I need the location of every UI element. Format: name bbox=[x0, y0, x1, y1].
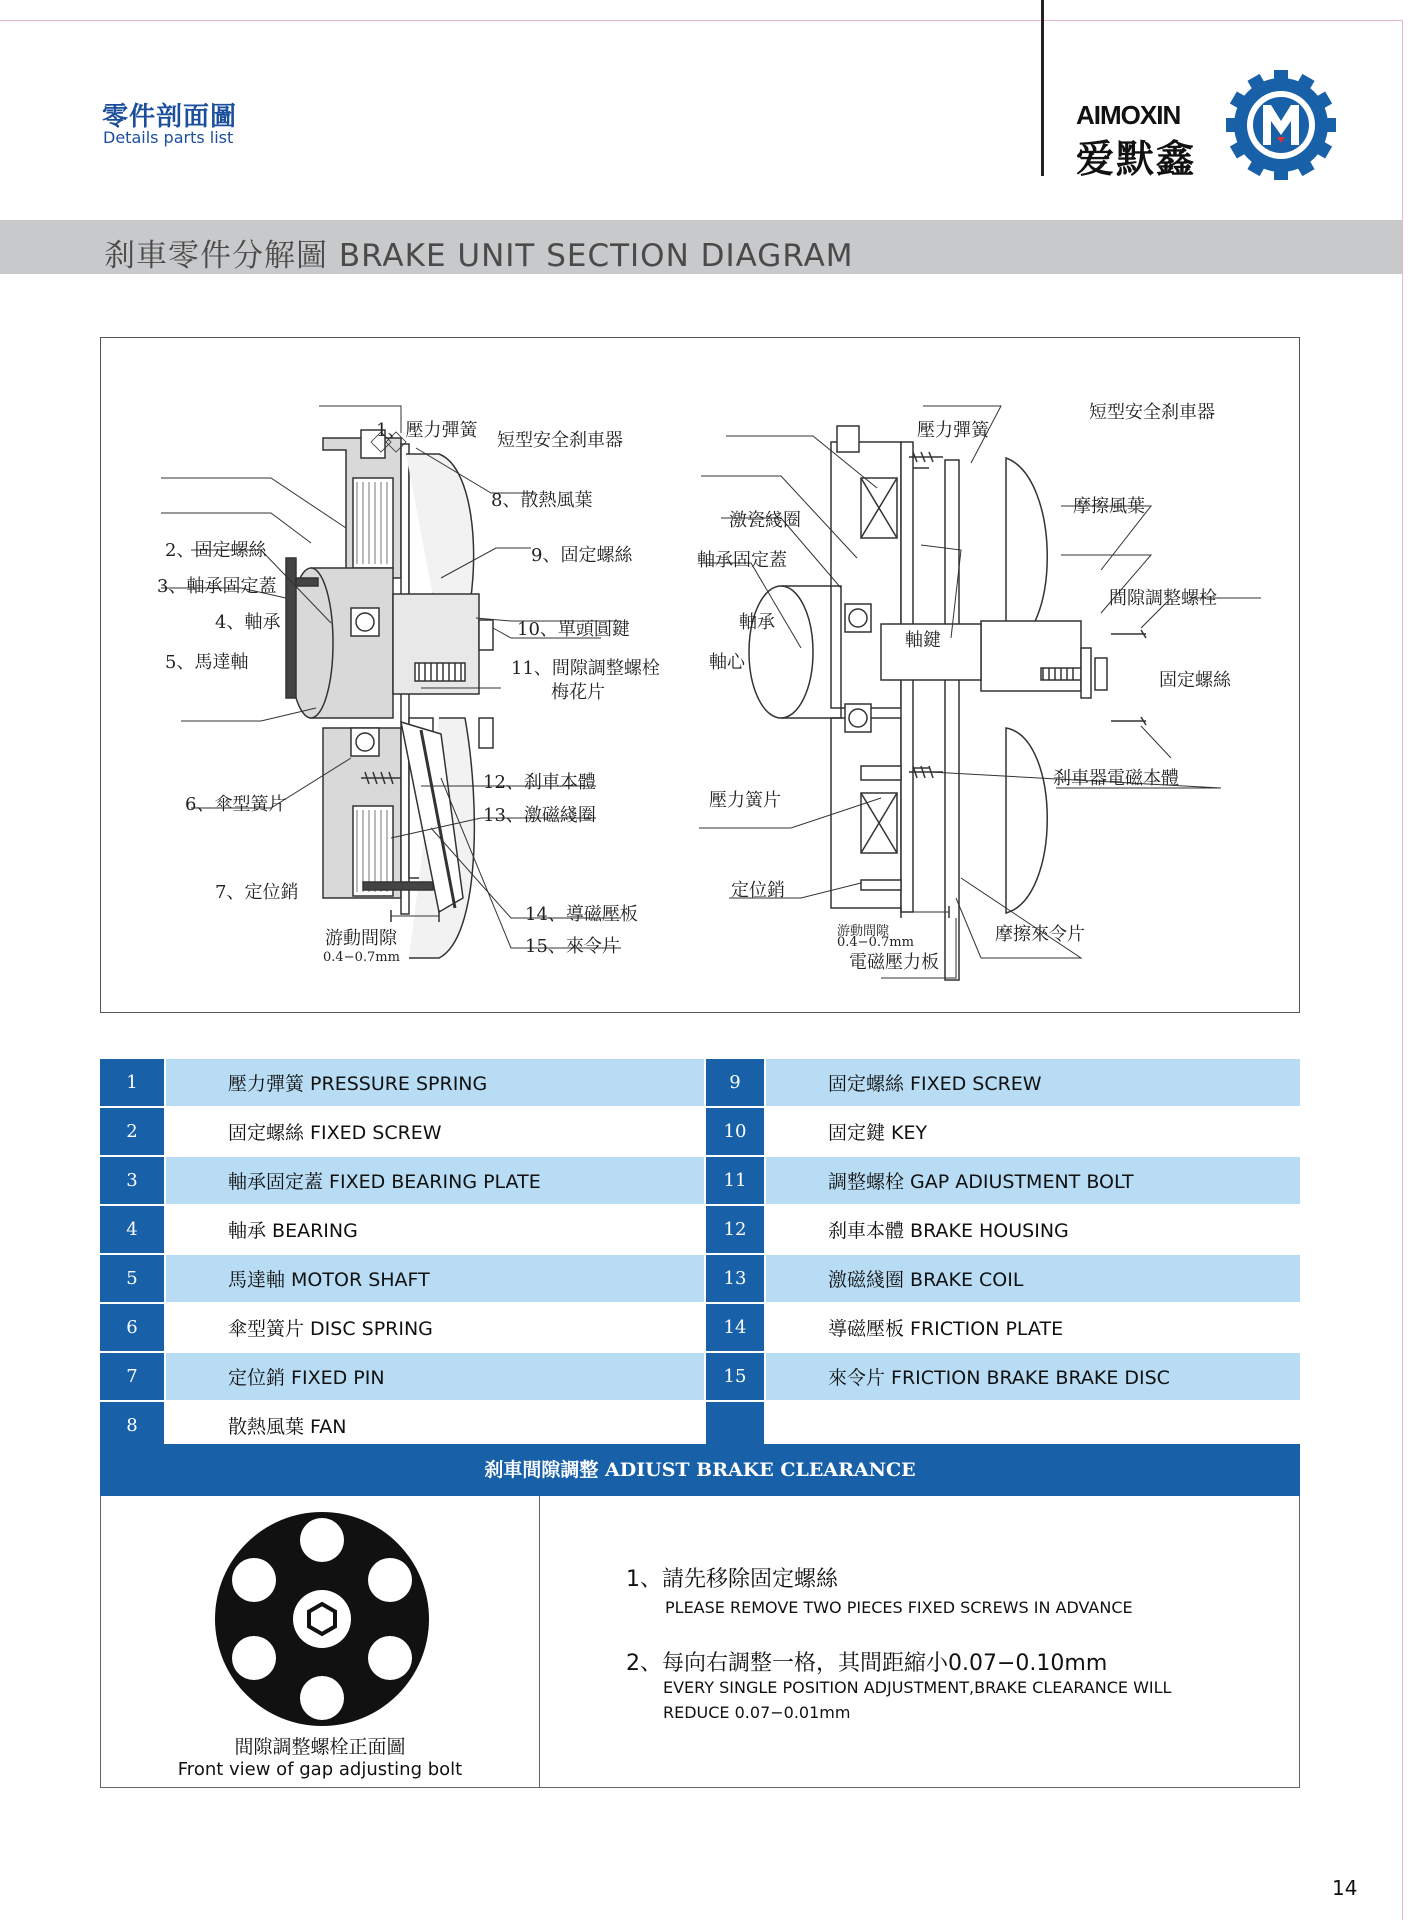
part-number: 3 bbox=[100, 1156, 165, 1205]
label-14: 14、導磁壓板 bbox=[525, 904, 638, 925]
step-1-title: 1、請先移除固定螺絲 bbox=[626, 1567, 838, 1592]
part-name: 固定螺絲 FIXED SCREW bbox=[765, 1059, 1300, 1107]
left-gap-label: 游動間隙 bbox=[325, 928, 397, 949]
bolt-caption-zh: 間隙調整螺栓正面圖 bbox=[234, 1736, 406, 1758]
section-diagram bbox=[100, 337, 1300, 1013]
part-number: 4 bbox=[100, 1205, 165, 1254]
label-10: 10、單頭圓鍵 bbox=[517, 619, 630, 640]
label-fan: 摩擦風葉 bbox=[1073, 496, 1145, 517]
part-number: 9 bbox=[705, 1059, 765, 1107]
label-pressure-spring: 壓力彈簧 bbox=[917, 420, 989, 441]
label-15: 15、來令片 bbox=[525, 936, 620, 957]
part-number: 11 bbox=[705, 1156, 765, 1205]
right-gap-value: 0.4−0.7mm bbox=[837, 935, 914, 950]
label-core: 軸心 bbox=[709, 652, 745, 673]
step-2-text-a: EVERY SINGLE POSITION ADJUSTMENT,BRAKE CLEARANCE WILL bbox=[663, 1678, 1172, 1697]
right-gap-label: 游動間隙 bbox=[837, 924, 890, 939]
part-name-empty bbox=[765, 1401, 1300, 1450]
part-name: 固定螺絲 FIXED SCREW bbox=[165, 1107, 705, 1156]
part-number: 7 bbox=[100, 1352, 165, 1401]
part-number: 14 bbox=[705, 1303, 765, 1352]
label-gap-bolt: 間隙調整螺栓 bbox=[1109, 588, 1217, 609]
table-row bbox=[100, 1107, 1300, 1156]
left-gap-value: 0.4−0.7mm bbox=[323, 950, 400, 965]
adjust-clearance-header: 刹車間隙調整 ADIUST BRAKE CLEARANCE bbox=[100, 1444, 1300, 1496]
label-pin: 定位銷 bbox=[731, 880, 785, 901]
right-diagram-title: 短型安全刹車器 bbox=[1089, 402, 1215, 423]
part-name: 傘型簧片 DISC SPRING bbox=[165, 1303, 705, 1352]
top-rule bbox=[0, 20, 1402, 21]
part-name: 來令片 FRICTION BRAKE BRAKE DISC bbox=[765, 1352, 1300, 1401]
table-row bbox=[100, 1401, 1300, 1450]
part-name: 定位銷 FIXED PIN bbox=[165, 1352, 705, 1401]
part-number: 8 bbox=[100, 1401, 165, 1450]
label-coil: 激瓷綫圈 bbox=[729, 510, 801, 531]
label-2: 2、固定螺絲 bbox=[165, 540, 267, 561]
table-row bbox=[100, 1156, 1300, 1205]
page-subtitle: Details parts list bbox=[103, 128, 234, 147]
part-name: 刹車本體 BRAKE HOUSING bbox=[765, 1205, 1300, 1254]
label-8: 8、散熱風葉 bbox=[491, 490, 593, 511]
part-number: 15 bbox=[705, 1352, 765, 1401]
logo-divider bbox=[1041, 0, 1044, 176]
brake-drawing bbox=[101, 338, 1301, 1014]
step-2-text-b: REDUCE 0.07−0.01mm bbox=[663, 1703, 851, 1722]
label-1: 1、壓力彈簧 bbox=[376, 420, 478, 441]
brand-name-en: AIMOXIN bbox=[1076, 100, 1181, 130]
label-bearing: 軸承 bbox=[739, 612, 775, 633]
part-name: 軸承固定蓋 FIXED BEARING PLATE bbox=[165, 1156, 705, 1205]
label-bearing-cover: 軸承固定蓋 bbox=[697, 550, 787, 571]
table-row bbox=[100, 1303, 1300, 1352]
label-key: 軸鍵 bbox=[905, 630, 941, 651]
part-name: 馬達軸 MOTOR SHAFT bbox=[165, 1254, 705, 1303]
part-number: 13 bbox=[705, 1254, 765, 1303]
table-row bbox=[100, 1059, 1300, 1107]
label-3: 3、軸承固定蓋 bbox=[157, 576, 277, 597]
page-title: 零件剖面圖 bbox=[102, 102, 238, 132]
label-6: 6、傘型簧片 bbox=[185, 794, 287, 815]
part-number: 12 bbox=[705, 1205, 765, 1254]
part-name: 導磁壓板 FRICTION PLATE bbox=[765, 1303, 1300, 1352]
bolt-caption-en: Front view of gap adjusting bolt bbox=[177, 1759, 463, 1780]
label-spring-plate: 壓力簧片 bbox=[709, 790, 781, 811]
label-11: 11、間隙調整螺栓 bbox=[511, 658, 660, 679]
part-number: 1 bbox=[100, 1059, 165, 1107]
label-12: 12、刹車本體 bbox=[483, 772, 596, 793]
part-number: 10 bbox=[705, 1107, 765, 1156]
part-number: 2 bbox=[100, 1107, 165, 1156]
part-name: 軸承 BEARING bbox=[165, 1205, 705, 1254]
label-7: 7、定位銷 bbox=[215, 882, 299, 903]
left-diagram-title: 短型安全刹車器 bbox=[497, 430, 623, 451]
step-2-title: 2、每向右調整一格，其間距縮小0.07−0.10mm bbox=[626, 1651, 1108, 1676]
label-screw: 固定螺絲 bbox=[1159, 670, 1231, 691]
parts-table bbox=[100, 1059, 1300, 1451]
label-9: 9、固定螺絲 bbox=[531, 545, 633, 566]
part-name: 固定鍵 KEY bbox=[765, 1107, 1300, 1156]
table-row bbox=[100, 1352, 1300, 1401]
part-number: 6 bbox=[100, 1303, 165, 1352]
step-1-text: PLEASE REMOVE TWO PIECES FIXED SCREWS IN ADVANCE bbox=[665, 1598, 1133, 1617]
part-name: 壓力彈簧 PRESSURE SPRING bbox=[165, 1059, 705, 1107]
part-name: 調整螺栓 GAP ADIUSTMENT BOLT bbox=[765, 1156, 1300, 1205]
label-5: 5、馬達軸 bbox=[165, 652, 249, 673]
brand-name-zh: 爱默鑫 bbox=[1076, 137, 1197, 181]
panel-divider bbox=[539, 1496, 540, 1787]
part-name: 散熱風葉 FAN bbox=[165, 1401, 705, 1450]
part-number: 5 bbox=[100, 1254, 165, 1303]
gap-bolt-front-icon bbox=[215, 1512, 429, 1726]
right-rule bbox=[1402, 20, 1403, 1920]
label-13: 13、激磁綫圈 bbox=[483, 805, 596, 826]
label-11-b: 梅花片 bbox=[551, 682, 605, 703]
part-number-empty bbox=[705, 1401, 765, 1450]
table-row bbox=[100, 1254, 1300, 1303]
part-name: 激磁綫圈 BRAKE COIL bbox=[765, 1254, 1300, 1303]
label-body: 刹車器電磁本體 bbox=[1053, 768, 1179, 789]
label-disc: 摩擦來令片 bbox=[995, 924, 1085, 945]
table-row bbox=[100, 1205, 1300, 1254]
brand-logo-icon bbox=[1226, 70, 1336, 180]
label-plate: 電磁壓力板 bbox=[849, 952, 939, 973]
label-4: 4、軸承 bbox=[215, 612, 281, 633]
page-number: 14 bbox=[1332, 1876, 1358, 1900]
section-title: 刹車零件分解圖 BRAKE UNIT SECTION DIAGRAM bbox=[104, 238, 854, 274]
adjust-clearance-panel bbox=[100, 1496, 1300, 1788]
